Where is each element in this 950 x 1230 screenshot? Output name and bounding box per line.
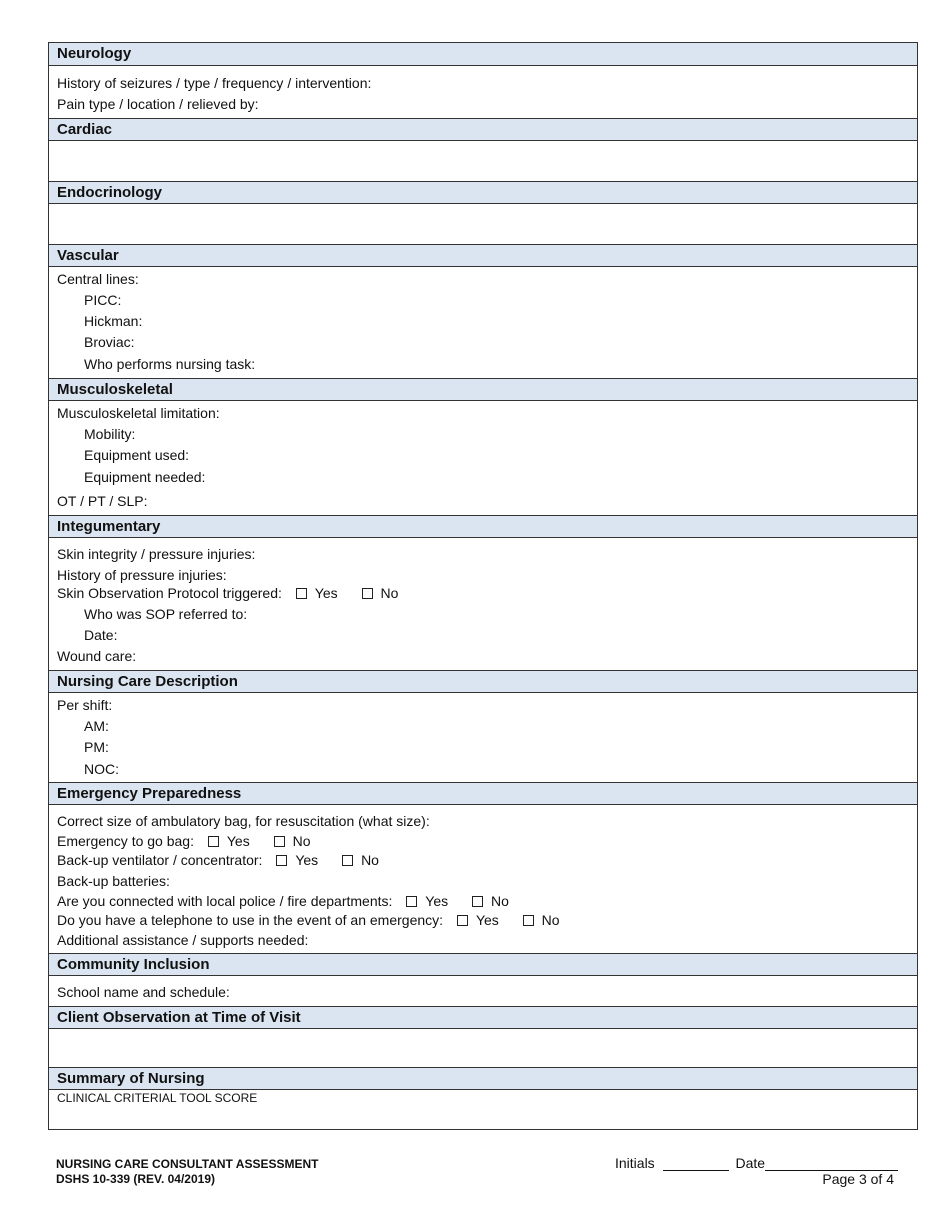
police-fire-no-checkbox[interactable]	[472, 896, 483, 907]
musculoskeletal-header: Musculoskeletal	[49, 378, 917, 401]
pm-field[interactable]: PM:	[84, 739, 109, 755]
who-performs-field[interactable]: Who performs nursing task:	[84, 356, 256, 372]
telephone-yes-checkbox[interactable]	[457, 915, 468, 926]
central-lines-label: Central lines:	[57, 271, 139, 287]
community-header: Community Inclusion	[49, 953, 917, 976]
wound-care-field[interactable]: Wound care:	[57, 648, 137, 664]
clinical-score-field[interactable]: CLINICAL CRITERIAL TOOL SCORE	[57, 1091, 258, 1105]
sop-no-label: No	[380, 585, 399, 601]
go-bag-label: Emergency to go bag:	[57, 833, 194, 849]
school-field[interactable]: School name and schedule:	[57, 984, 230, 1000]
telephone-no-label: No	[541, 912, 560, 928]
form-number: DSHS 10-339 (REV. 04/2019)	[56, 1172, 215, 1186]
ambu-bag-field[interactable]: Correct size of ambulatory bag, for resuscitation (what size):	[57, 813, 430, 829]
cardiac-header: Cardiac	[49, 118, 917, 141]
go-bag-row	[57, 832, 311, 850]
summary-header: Summary of Nursing	[49, 1067, 917, 1090]
police-fire-yes-checkbox[interactable]	[406, 896, 417, 907]
client-observation-field[interactable]	[57, 1031, 907, 1067]
telephone-no-checkbox[interactable]	[523, 915, 534, 926]
equipment-needed-field[interactable]: Equipment needed:	[84, 469, 206, 485]
sop-yes-label: Yes	[314, 585, 338, 601]
emergency-header: Emergency Preparedness	[49, 782, 917, 805]
additional-assistance-field[interactable]: Additional assistance / supports needed:	[57, 932, 309, 948]
sop-referred-field[interactable]: Who was SOP referred to:	[84, 606, 248, 622]
telephone-yes-label: Yes	[475, 912, 499, 928]
seizures-field[interactable]: History of seizures / type / frequency / intervention:	[57, 75, 372, 91]
vascular-header: Vascular	[49, 244, 917, 267]
cardiac-field[interactable]	[57, 143, 907, 179]
police-fire-row	[57, 892, 509, 910]
sop-no-checkbox[interactable]	[362, 588, 373, 599]
mobility-field[interactable]: Mobility:	[84, 426, 136, 442]
date-input[interactable]	[765, 1156, 898, 1171]
backup-batteries-field[interactable]: Back-up batteries:	[57, 873, 170, 889]
neurology-header: Neurology	[49, 43, 917, 66]
sop-triggered-row	[57, 584, 398, 602]
initials-label: Initials	[615, 1155, 655, 1171]
go-bag-no-checkbox[interactable]	[274, 836, 285, 847]
client-observation-header: Client Observation at Time of Visit	[49, 1006, 917, 1029]
form-title: NURSING CARE CONSULTANT ASSESSMENT	[56, 1157, 319, 1171]
noc-field[interactable]: NOC:	[84, 761, 119, 777]
police-fire-no-label: No	[491, 893, 509, 909]
sop-yes-checkbox[interactable]	[296, 588, 307, 599]
integumentary-header: Integumentary	[49, 515, 917, 538]
telephone-row	[57, 911, 560, 929]
am-field[interactable]: AM:	[84, 718, 109, 734]
hickman-field[interactable]: Hickman:	[84, 313, 143, 329]
ot-pt-slp-field[interactable]: OT / PT / SLP:	[57, 493, 148, 509]
pressure-history-field[interactable]: History of pressure injuries:	[57, 567, 227, 583]
nursing-care-header: Nursing Care Description	[49, 670, 917, 693]
page-number: Page 3 of 4	[822, 1171, 894, 1187]
date-label: Date	[735, 1155, 766, 1171]
backup-vent-label: Back-up ventilator / concentrator:	[57, 852, 263, 868]
equipment-used-field[interactable]: Equipment used:	[84, 447, 190, 463]
police-fire-yes-label: Yes	[425, 893, 449, 909]
go-bag-yes-checkbox[interactable]	[208, 836, 219, 847]
initials-row	[615, 1155, 898, 1171]
musculoskeletal-limitation-label: Musculoskeletal limitation:	[57, 405, 220, 421]
backup-vent-no-label: No	[361, 852, 379, 868]
backup-vent-yes-label: Yes	[295, 852, 319, 868]
skin-integrity-field[interactable]: Skin integrity / pressure injuries:	[57, 546, 256, 562]
endocrinology-header: Endocrinology	[49, 181, 917, 204]
assessment-form	[48, 42, 918, 1130]
initials-input[interactable]	[663, 1156, 729, 1171]
endocrinology-field[interactable]	[57, 206, 907, 242]
police-fire-label: Are you connected with local police / fire departments:	[57, 893, 393, 909]
sop-date-field[interactable]: Date:	[84, 627, 118, 643]
backup-vent-yes-checkbox[interactable]	[276, 855, 287, 866]
sop-triggered-label: Skin Observation Protocol triggered:	[57, 585, 282, 601]
pain-field[interactable]: Pain type / location / relieved by:	[57, 96, 259, 112]
backup-vent-row	[57, 851, 379, 869]
telephone-label: Do you have a telephone to use in the event of an emergency:	[57, 912, 444, 928]
picc-field[interactable]: PICC:	[84, 292, 122, 308]
broviac-field[interactable]: Broviac:	[84, 334, 135, 350]
go-bag-yes-label: Yes	[226, 833, 250, 849]
go-bag-no-label: No	[292, 833, 311, 849]
backup-vent-no-checkbox[interactable]	[342, 855, 353, 866]
per-shift-label: Per shift:	[57, 697, 113, 713]
